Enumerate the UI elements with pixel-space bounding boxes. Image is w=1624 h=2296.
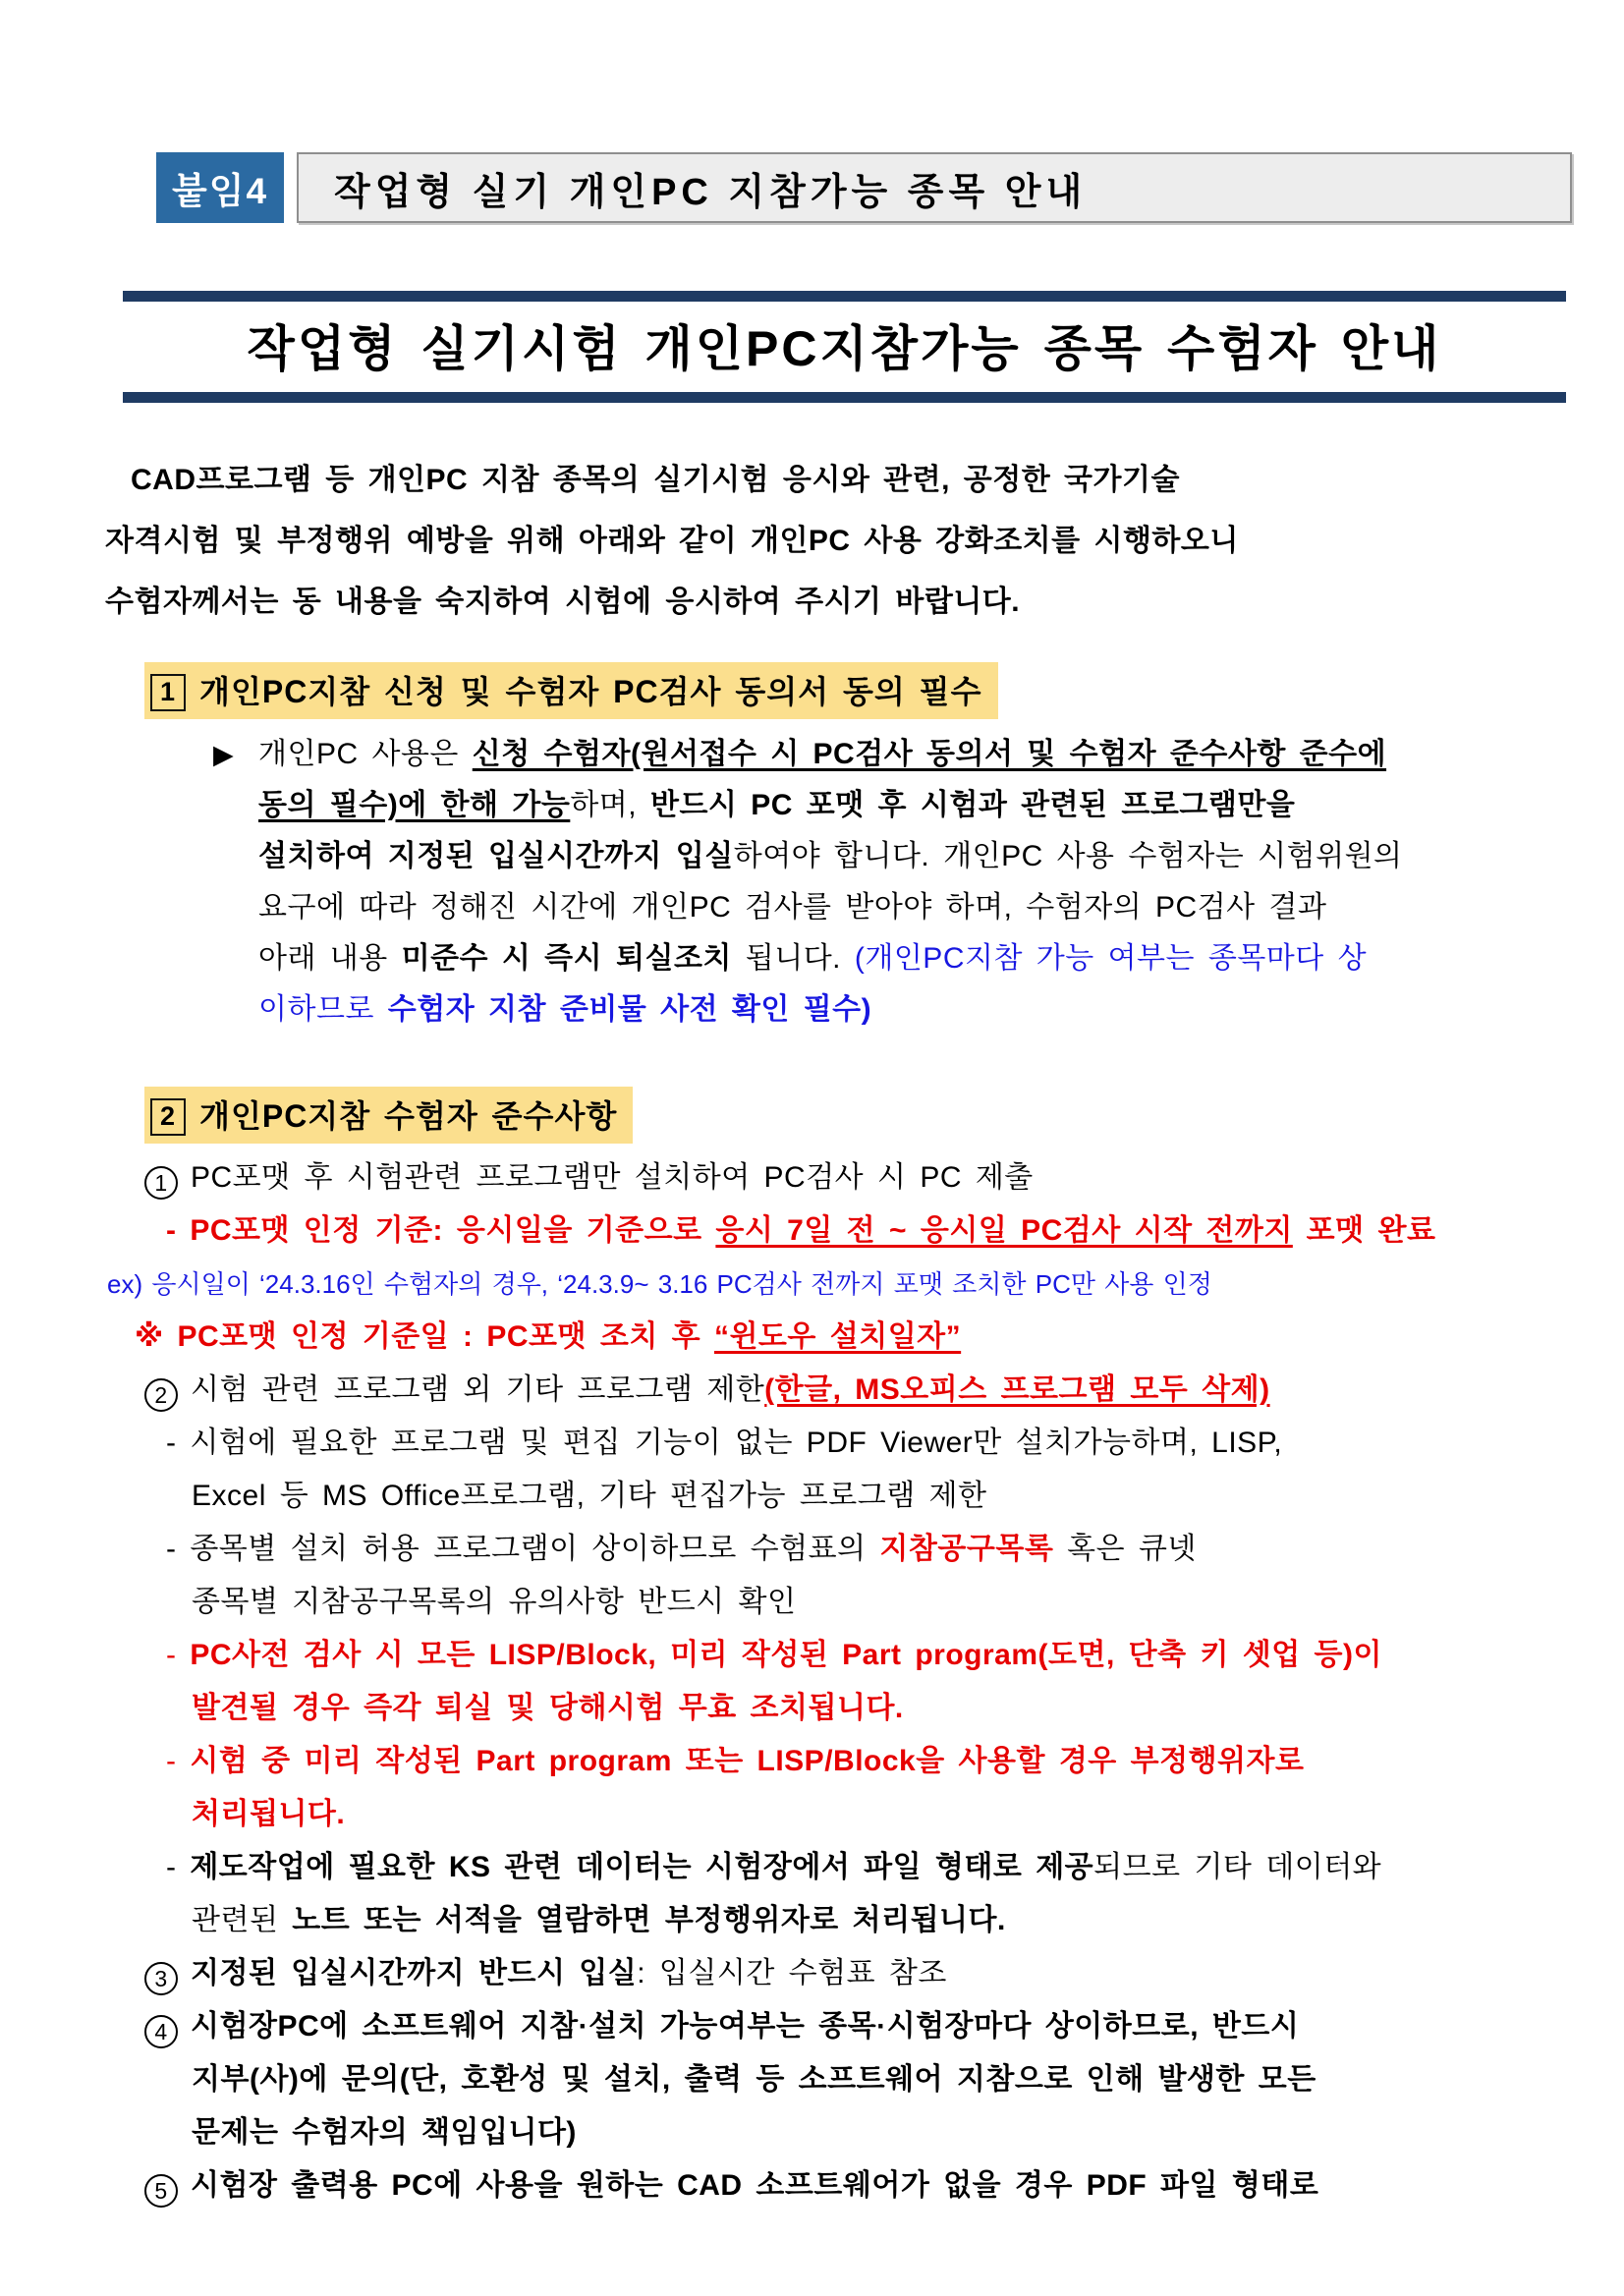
text-segment: - xyxy=(166,1639,191,1671)
text-line xyxy=(105,1523,1598,1576)
text-segment: 관련된 xyxy=(192,1904,293,1936)
text-line xyxy=(105,831,1598,882)
text-segment: (한글, MS오피스 프로그램 모두 삭제) xyxy=(764,1373,1270,1406)
text-line xyxy=(105,1258,1598,1311)
text-line xyxy=(105,511,1598,572)
text-segment: 발견될 경우 즉각 퇴실 및 당해시험 무효 조치됩니다. xyxy=(192,1692,904,1724)
text-segment: 시험 중 미리 작성된 Part program 또는 LISP/Block을 사용할 경우 부정행위자로 xyxy=(190,1745,1305,1777)
text-line xyxy=(105,1204,1598,1258)
title-bottom-bar xyxy=(123,392,1566,403)
text-line xyxy=(105,933,1598,984)
text-segment: 처리됩니다. xyxy=(192,1798,346,1830)
section-2-header xyxy=(144,1087,1598,1144)
text-segment: - 종목별 설치 허용 프로그램이 상이하므로 수험표의 xyxy=(166,1533,880,1565)
text-segment: “윈도우 설치일자” xyxy=(713,1320,962,1353)
text-line xyxy=(105,882,1598,933)
text-line xyxy=(105,1629,1598,1682)
text-line xyxy=(105,2053,1598,2106)
text-segment: - xyxy=(166,1851,191,1883)
circled-number-marker: 3 xyxy=(144,1962,178,1995)
text-segment: 요구에 따라 정해진 시간에 개인PC 검사를 받아야 하며, 수험자의 PC검사 결과 xyxy=(258,891,1327,924)
section-1-title xyxy=(144,662,998,719)
section-1-header xyxy=(144,662,1598,719)
text-line xyxy=(105,450,1598,511)
text-segment: 시험장 출력용 PC에 사용을 원하는 CAD 소프트웨어가 없을 경우 PDF 파일 형태로 xyxy=(191,2169,1319,2202)
text-segment: 이하므로 xyxy=(258,993,388,1026)
text-line xyxy=(105,2159,1598,2212)
circled-number-marker: 2 xyxy=(144,1378,178,1412)
text-segment: 설치하여 지정된 입실시간까지 입실 xyxy=(258,840,734,872)
text-segment: PC포맷 후 시험관련 프로그램만 설치하여 PC검사 시 PC 제출 xyxy=(191,1161,1034,1194)
text-line xyxy=(105,1311,1598,1364)
text-line xyxy=(105,1841,1598,1894)
text-segment: : 입실시간 수험표 참조 xyxy=(637,1957,947,1989)
text-segment: 반드시 PC 포맷 후 시험과 관련된 프로그램만을 xyxy=(649,789,1296,821)
section-2-title xyxy=(144,1087,633,1144)
text-line xyxy=(105,2000,1598,2053)
text-segment: 하며, xyxy=(570,789,650,821)
text-segment: 포맷 완료 xyxy=(1292,1214,1436,1247)
text-segment: ex) 응시일이 ‘24.3.16인 수험자의 경우, ‘24.3.9~ 3.16 PC검사 전까지 포맷 조치한 PC만 사용 인정 xyxy=(107,1269,1212,1299)
text-segment: 시험장PC에 소프트웨어 지참·설치 가능여부는 종목·시험장마다 상이하므로, 반드시 xyxy=(191,2010,1300,2043)
text-line xyxy=(105,1682,1598,1735)
text-line xyxy=(105,2106,1598,2159)
circled-number-marker: 5 xyxy=(144,2174,178,2208)
text-line xyxy=(105,984,1598,1036)
page-title: 작업형 실기시험 개인PC지참가능 종목 수험자 안내 xyxy=(247,321,1442,376)
text-segment: 지참공구목록 xyxy=(879,1533,1054,1565)
text-line xyxy=(105,1417,1598,1470)
text-segment: 혹은 큐넷 xyxy=(1053,1533,1197,1565)
text-segment: (개인PC지참 가능 여부는 종목마다 상 xyxy=(854,942,1368,975)
text-segment: - PC포맷 인정 기준: 응시일을 기준으로 xyxy=(166,1214,716,1247)
text-line xyxy=(105,1364,1598,1417)
text-segment: 동의 필수)에 한해 가능 xyxy=(258,789,571,821)
text-segment: 수험자께서는 동 내용을 숙지하여 시험에 응시하여 주시기 바랍니다. xyxy=(105,586,1021,618)
document-content xyxy=(0,152,1624,2212)
text-segment: - 시험에 필요한 프로그램 및 편집 기능이 없는 PDF Viewer만 설치가능하며, LISP, xyxy=(166,1427,1283,1459)
text-line xyxy=(105,1151,1598,1204)
text-segment: 신청 수험자(원서접수 시 PC검사 동의서 및 수험자 준수사항 준수에 xyxy=(472,738,1387,770)
text-segment: 노트 또는 서적을 열람하면 부정행위자로 처리됩니다. xyxy=(292,1904,1006,1936)
text-line xyxy=(105,1470,1598,1523)
circled-number-marker: 4 xyxy=(144,2015,178,2048)
section-1-title-text: 개인PC지참 신청 및 수험자 PC검사 동의서 동의 필수 xyxy=(199,674,982,709)
text-segment: 문제는 수험자의 책임입니다) xyxy=(192,2116,577,2149)
text-segment: Excel 등 MS Office프로그램, 기타 편집가능 프로그램 제한 xyxy=(192,1480,987,1512)
circled-number-marker: 1 xyxy=(144,1166,178,1200)
main-title-block xyxy=(123,291,1566,403)
text-line xyxy=(105,1788,1598,1841)
section-1-body xyxy=(105,729,1598,1036)
text-segment: 자격시험 및 부정행위 예방을 위해 아래와 같이 개인PC 사용 강화조치를 시행하오니 xyxy=(105,525,1239,557)
text-segment: 되므로 기타 데이터와 xyxy=(1093,1851,1382,1883)
section-1-number: 1 xyxy=(150,674,186,711)
text-segment: 하여야 합니다. 개인PC 사용 수험자는 시험위원의 xyxy=(733,840,1403,872)
title-top-bar xyxy=(123,291,1566,302)
text-segment: 개인PC 사용은 xyxy=(258,738,473,770)
text-line xyxy=(105,780,1598,831)
section-2-title-text: 개인PC지참 수험자 준수사항 xyxy=(199,1098,618,1134)
text-line xyxy=(105,1576,1598,1629)
attachment-title: 작업형 실기 개인PC 지참가능 종목 안내 xyxy=(334,171,1088,213)
text-segment: 지정된 입실시간까지 반드시 입실 xyxy=(191,1957,638,1989)
text-segment: 됩니다. xyxy=(731,942,855,975)
section-2-body xyxy=(105,1151,1598,2212)
text-line xyxy=(105,572,1598,633)
section-2-number: 2 xyxy=(150,1098,186,1136)
text-segment: CAD프로그램 등 개인PC 지참 종목의 실기시험 응시와 관련, 공정한 국가기술 xyxy=(131,464,1180,496)
text-segment: PC사전 검사 시 모든 LISP/Block, 미리 작성된 Part program(도면, 단축 키 셋업 등)이 xyxy=(190,1639,1383,1671)
text-segment: 시험 관련 프로그램 외 기타 프로그램 제한 xyxy=(191,1373,765,1406)
text-line xyxy=(105,1947,1598,2000)
text-segment: 아래 내용 xyxy=(258,942,402,975)
text-segment: 종목별 지참공구목록의 유의사항 반드시 확인 xyxy=(192,1586,797,1618)
attachment-title-box xyxy=(297,152,1572,223)
text-segment: - xyxy=(166,1745,191,1777)
text-segment: 응시 7일 전 ~ 응시일 PC검사 시작 전까지 xyxy=(715,1214,1293,1247)
text-line xyxy=(105,1894,1598,1947)
text-line xyxy=(105,1735,1598,1788)
text-segment: 미준수 시 즉시 퇴실조치 xyxy=(401,942,732,975)
text-segment: 제도작업에 필요한 KS 관련 데이터는 시험장에서 파일 형태로 제공 xyxy=(190,1851,1094,1883)
bullet-triangle-icon: ▶ xyxy=(213,740,235,769)
attachment-header-row xyxy=(156,152,1572,223)
intro-paragraph xyxy=(105,450,1598,633)
attachment-badge: 붙임4 xyxy=(156,152,284,223)
text-segment: 지부(사)에 문의(단, 호환성 및 설치, 출력 등 소프트웨어 지참으로 인해 발생한 모든 xyxy=(192,2063,1316,2096)
text-segment: 수험자 지참 준비물 사전 확인 필수) xyxy=(387,993,872,1026)
text-line xyxy=(105,729,1598,780)
text-segment: ※ PC포맷 인정 기준일 : PC포맷 조치 후 xyxy=(135,1320,714,1353)
